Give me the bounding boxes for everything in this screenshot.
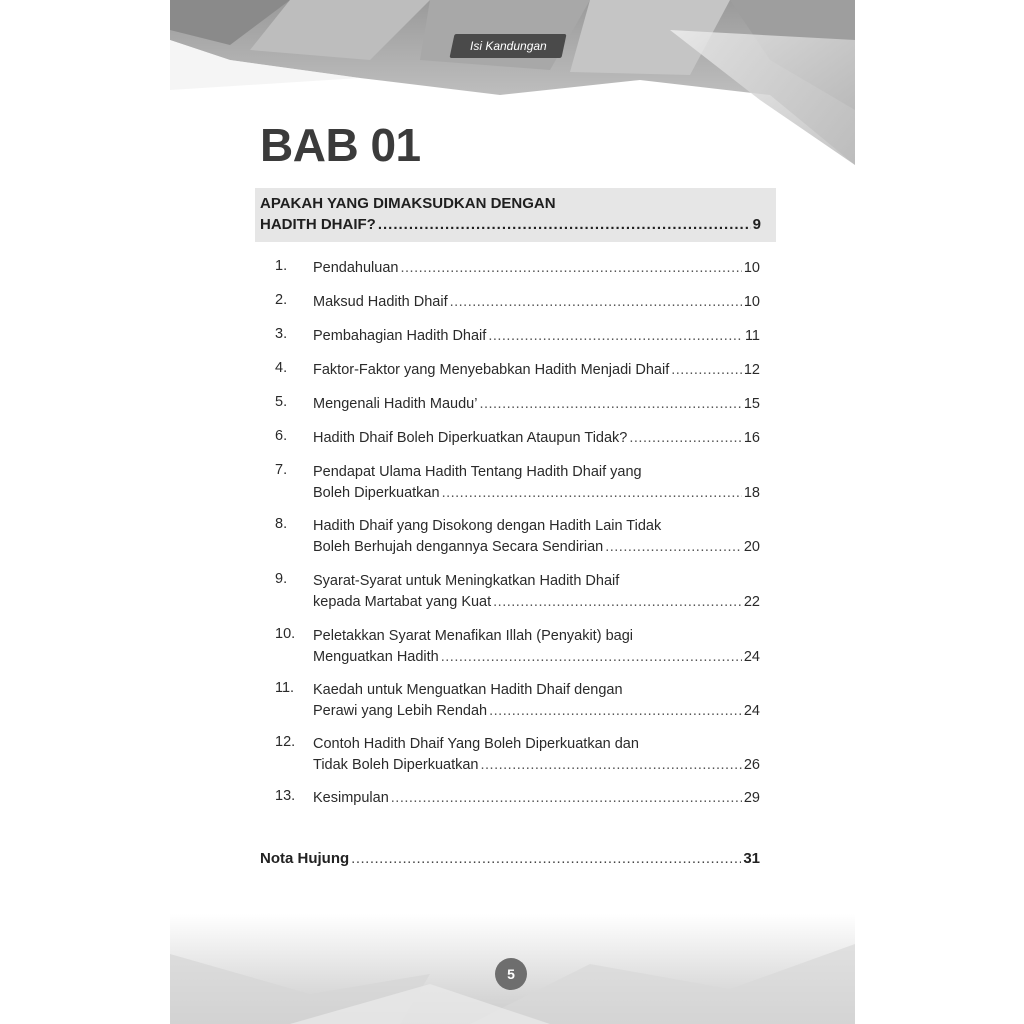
toc-item-title: Boleh Diperkuatkan (313, 485, 440, 501)
toc-item-title-line: Peletakkan Syarat Menafikan Illah (Penyakit) bagi (313, 628, 633, 644)
toc-item-page: 20 (743, 539, 760, 555)
toc-item-title: Pembahagian Hadith Dhaif (313, 328, 487, 344)
leader-dots (605, 537, 742, 558)
page-number-badge: 5 (495, 958, 527, 990)
toc-item-page: 18 (743, 485, 760, 501)
toc-item-number: 12. (275, 734, 296, 750)
toc-item-number: 4. (275, 360, 288, 376)
toc-item-title-line: Hadith Dhaif yang Disokong dengan Hadith Lain Tidak (313, 518, 662, 534)
chapter-heading-text: HADITH DHAIF? (260, 216, 376, 233)
toc-item-title: Boleh Berhujah dengannya Secara Sendirian (313, 539, 604, 555)
toc-item-page: 26 (743, 757, 760, 773)
leader-dots (481, 755, 742, 776)
chapter-heading-line2 (260, 216, 761, 233)
toc-item-page: 22 (743, 594, 760, 610)
toc-item-page: 29 (743, 790, 760, 806)
toc-item-title: Faktor-Faktor yang Menyebabkan Hadith Menjadi Dhaif (313, 362, 670, 378)
chapter-heading-line1: APAKAH YANG DIMAKSUDKAN DENGAN (260, 195, 556, 212)
toc-item-page: 16 (743, 430, 760, 446)
toc-item-number: 3. (275, 326, 288, 342)
section-tag-label: Isi Kandungan (469, 39, 547, 53)
toc-item-title: Kesimpulan (313, 790, 389, 806)
toc-item-title-line: Contoh Hadith Dhaif Yang Boleh Diperkuatkan dan (313, 736, 639, 752)
toc-item-number: 8. (275, 516, 288, 532)
leader-dots (391, 788, 742, 809)
leader-dots (400, 258, 741, 279)
toc-item-title: Tidak Boleh Diperkuatkan (313, 757, 479, 773)
toc-item-number: 6. (275, 428, 288, 444)
leader-dots (671, 360, 742, 381)
chapter-heading-page: 9 (752, 216, 761, 233)
toc-item-page: 24 (743, 703, 760, 719)
leader-dots (351, 848, 741, 869)
toc-item-title: Hadith Dhaif Boleh Diperkuatkan Ataupun Tidak? (313, 430, 628, 446)
toc-item-number: 13. (275, 788, 296, 804)
nota-page: 31 (743, 850, 760, 867)
toc-item-page: 10 (743, 294, 760, 310)
toc-item-number: 9. (275, 571, 288, 587)
toc-item-title: kepada Martabat yang Kuat (313, 594, 492, 610)
toc-item-page: 10 (743, 260, 760, 276)
leader-dots (378, 216, 751, 233)
toc-item-page: 11 (744, 328, 760, 344)
book-page (170, 0, 855, 1024)
toc-item-title-line: Syarat-Syarat untuk Meningkatkan Hadith Dhaif (313, 573, 620, 589)
chapter-title: BAB 01 (260, 119, 421, 171)
chapter-heading-box (255, 188, 776, 242)
leader-dots (489, 701, 742, 722)
toc-item-page: 12 (743, 362, 760, 378)
toc-item-number: 7. (275, 462, 288, 478)
nota-label: Nota Hujung (260, 850, 350, 867)
toc-item-title-line: Pendapat Ulama Hadith Tentang Hadith Dhaif yang (313, 464, 642, 480)
toc-item-number: 2. (275, 292, 288, 308)
leader-dots (441, 647, 742, 668)
toc-item-page: 15 (743, 396, 760, 412)
toc-item-number: 1. (275, 258, 288, 274)
leader-dots (450, 292, 742, 313)
toc-item-page: 24 (743, 649, 760, 665)
toc-item-title: Mengenali Hadith Maudu’ (313, 396, 478, 412)
leader-dots (493, 592, 742, 613)
toc-item-title-line: Kaedah untuk Menguatkan Hadith Dhaif dengan (313, 682, 623, 698)
leader-dots (442, 483, 742, 504)
toc-item-number: 10. (275, 626, 296, 642)
toc-item-number: 11. (275, 680, 295, 696)
nota-hujung-entry (260, 848, 760, 869)
leader-dots (479, 394, 741, 415)
section-tag (449, 34, 566, 58)
toc-item-title: Menguatkan Hadith (313, 649, 439, 665)
leader-dots (488, 326, 743, 347)
toc-item-title: Maksud Hadith Dhaif (313, 294, 448, 310)
toc-item-number: 5. (275, 394, 288, 410)
toc-item-title: Pendahuluan (313, 260, 399, 276)
toc-item-title: Perawi yang Lebih Rendah (313, 703, 488, 719)
leader-dots (629, 428, 741, 449)
